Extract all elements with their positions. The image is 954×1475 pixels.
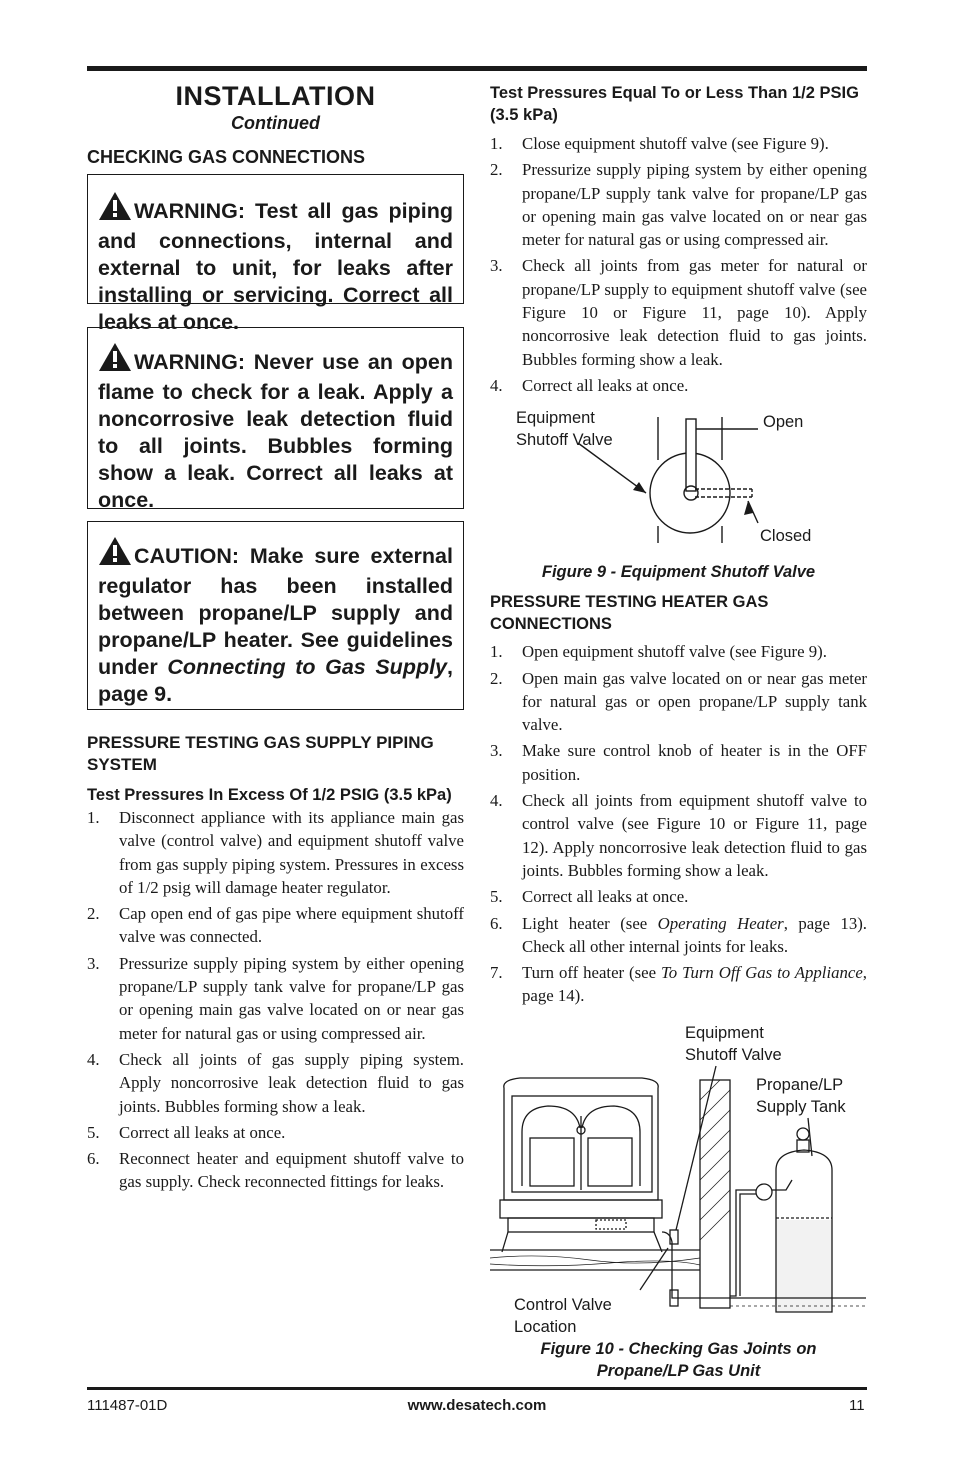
fig10-label-valve-2: Shutoff Valve — [685, 1046, 782, 1064]
left-steps-list — [87, 806, 464, 1194]
footer-doc-number: 111487-01D — [87, 1397, 168, 1414]
list-item: 1. Disconnect appliance with its appliance main gas valve (control valve) and equipment shutoff valve from gas supply piping system. Pressures in excess of 1/2 psig will damage heater regulator. — [87, 808, 464, 897]
list-item: 4. Check all joints of gas supply piping system. Apply noncorrosive leak detection fluid to gas joints. Bubbles forming show a leak. — [87, 1049, 464, 1116]
left-column — [87, 80, 464, 1197]
fig10-label-control-2: Location — [514, 1318, 577, 1336]
fig10-label-tank-1: Propane/LP — [756, 1076, 844, 1094]
heading-equal-or-less: Test Pressures Equal To or Less Than 1/2 PSIG (3.5 kPa) — [490, 84, 859, 124]
list-item: 2. Pressurize supply piping system by either opening propane/LP supply tank valve for propane/LP gas or opening main gas valve located on or near gas meter for natural gas or using compressed air. — [490, 160, 867, 250]
heading-pressure-testing-supply: PRESSURE TESTING GAS SUPPLY PIPING SYSTEM — [87, 733, 434, 774]
section-title: INSTALLATION — [175, 81, 376, 111]
list-item: 3. Pressurize supply piping system by either opening propane/LP supply tank valve for propane/LP gas or opening main gas valve located on or near gas meter for natural gas or using compressed air. — [87, 953, 464, 1043]
section-subtitle: Continued — [231, 113, 320, 133]
right-steps-c-list — [490, 912, 867, 1008]
right-column — [490, 82, 867, 1011]
warning-triangle-icon — [98, 536, 132, 573]
figure-10-caption-1: Figure 10 - Checking Gas Joints on — [540, 1340, 817, 1358]
heading-checking-gas: CHECKING GAS CONNECTIONS — [87, 147, 366, 167]
fig9-label-closed: Closed — [760, 527, 812, 546]
list-item: 6. Light heater (see Operating Heater, page 13). Check all other internal joints for leaks. — [490, 913, 867, 956]
right-steps-b-list — [490, 640, 867, 908]
footer-page-number: 11 — [849, 1397, 865, 1414]
fig10-label-tank-2: Supply Tank — [756, 1098, 846, 1116]
propane-gas-unit-drawing — [490, 1020, 867, 1342]
right-steps-a-list — [490, 132, 867, 397]
list-item: 2. Cap open end of gas pipe where equipment shutoff valve was connected. — [87, 904, 464, 947]
caution-text-end: , page 9. — [98, 655, 453, 706]
list-item: 4. Check all joints from equipment shutoff valve to control valve (see Figure 10 or Figure 11, page 12). Apply noncorrosive leak detection fluid to gas joints. Bubbles forming show a leak. — [490, 791, 867, 880]
warning-triangle-icon — [98, 342, 132, 379]
warning-text-1: WARNING: Test all gas piping and connections, internal and external to unit, for leaks after installing or servicing. Correct all leaks at once. — [98, 199, 453, 334]
caution-text: CAUTION: Make sure external regulator has been installed between propane/LP supply and propane/LP heater. See guidelines under — [98, 544, 453, 679]
fig9-label-valve-1: Equipment — [516, 409, 595, 428]
list-item: 5. Correct all leaks at once. — [490, 887, 689, 907]
footer-website[interactable]: www.desatech.com — [407, 1397, 547, 1414]
warning-box-1 — [87, 174, 464, 334]
caution-box — [87, 521, 464, 710]
fig10-label-control-1: Control Valve — [514, 1296, 612, 1314]
list-item: 2. Open main gas valve located on or near gas meter for natural gas or open propane/LP supply tank valve. — [490, 668, 867, 735]
fig10-label-valve-1: Equipment — [685, 1024, 764, 1042]
list-item: 1. Open equipment shutoff valve (see Figure 9). — [490, 642, 827, 662]
figure-9 — [490, 405, 867, 563]
figure-10-caption-2: Propane/LP Gas Unit — [596, 1362, 761, 1380]
warning-text-2: WARNING: Never use an open flame to check for a leak. Apply a noncorrosive leak detection fluid to all joints. Bubbles forming show a leak. Correct all leaks at once. — [98, 350, 453, 512]
list-item: 1. Close equipment shutoff valve (see Figure 9). — [490, 134, 829, 153]
bottom-rule — [87, 1387, 867, 1390]
fig9-label-valve-2: Shutoff Valve — [516, 431, 613, 450]
top-rule — [87, 66, 867, 71]
list-item: 4. Correct all leaks at once. — [490, 375, 689, 395]
fig9-label-open: Open — [763, 413, 804, 432]
warning-box-2 — [87, 327, 464, 512]
figure-10 — [490, 1020, 867, 1342]
list-item: 6. Reconnect heater and equipment shutoff valve to gas supply. Check reconnected fittings for leaks. — [87, 1149, 464, 1192]
caution-link-text: Connecting to Gas Supply — [167, 655, 448, 679]
list-item: 3. Check all joints from gas meter for natural or propane/LP supply to equipment shutoff valve (see Figure 10 or Figure 11, page 10). Apply noncorrosive leak detection fluid to gas joints. Bubbles forming show a leak. — [490, 256, 867, 369]
heading-pressure-testing-heater: PRESSURE TESTING HEATER GAS CONNECTIONS — [490, 593, 769, 634]
warning-triangle-icon — [98, 191, 132, 228]
list-item: 5. Correct all leaks at once. — [87, 1122, 286, 1142]
figure-9-caption: Figure 9 - Equipment Shutoff Valve — [541, 563, 816, 582]
heading-excess: Test Pressures In Excess Of 1/2 PSIG (3.5 kPa) — [87, 786, 452, 804]
shutoff-valve-drawing — [490, 405, 867, 563]
list-item: 7. Turn off heater (see To Turn Off Gas to Appliance, page 14). — [490, 963, 867, 1006]
list-item: 3. Make sure control knob of heater is in the OFF position. — [490, 741, 867, 784]
